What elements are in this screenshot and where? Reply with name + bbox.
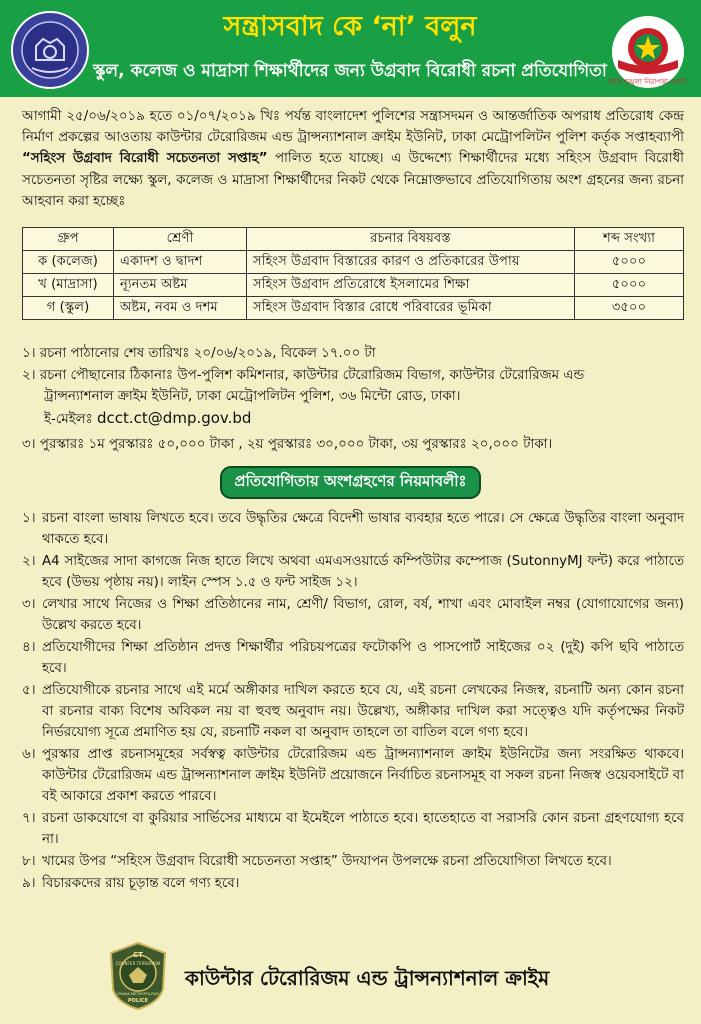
rule-number: ৯। <box>22 876 36 891</box>
badge-ribbon-text: শান্তি শৃঙ্খলা নিরাপত্তা প্রগতি <box>608 78 688 86</box>
col-header-words: শব্দ সংখ্যা <box>575 228 684 251</box>
list-item <box>22 594 684 636</box>
cell-group: খ (মাদ্রাসা) <box>23 274 114 297</box>
list-item <box>22 744 684 807</box>
cell-class: অষ্টম, নবম ও দশম <box>114 297 247 320</box>
footer-org-name: কাউন্টার টেরোরিজম এন্ড ট্রান্সন্যাশনাল ক্রাইম <box>185 966 550 990</box>
table-row <box>23 251 684 274</box>
police-emblem-icon <box>10 10 90 90</box>
rule-text: প্রতিযোগীদের শিক্ষা প্রতিষ্ঠান প্রদত্ত শিক্ষার্থীর পরিচয়পত্রের ফটোকপি ও পাসপোর্ট সাইজের ০২ (দুই) কপি ছবি পাঠাতে হবে। <box>42 640 684 676</box>
list-item <box>22 637 684 679</box>
police-badge-icon <box>608 14 688 94</box>
table-header-row <box>23 228 684 251</box>
header-title: সন্ত্রাসবাদ কে ‘না’ বলুন <box>223 11 477 42</box>
col-header-class: শ্রেণী <box>114 228 247 251</box>
rule-text: পুরস্কার প্রাপ্ত রচনাসমূহের সর্বস্বত্ব কাউন্টার টেরোরিজম এন্ড ট্রান্সন্যাশনাল ক্রাইম ইউনিটের জন্য সংরক্ষিত থাকবে। কাউন্টার টেরোরিজম এন্ড ট্রান্সন্যাশনাল ক্রাইম ইউনিট প্রয়োজনে নির্বাচিত রচনাসমূহ বা সকল রচনা নিজস্ব ওয়েবসাইটে বা বই আকারে প্রকাশ করতে পারবে। <box>42 747 684 804</box>
badge-top-text: CT <box>133 951 143 959</box>
rule-text: রচনা ডাকযোগে বা কুরিয়ার সার্ভিসের মাধ্যমে বা ইমেইলে পাঠাতে হবে। হাতেহাতে বা সরাসরি কোন রচনা গ্রহণযোগ্য হবে না। <box>42 811 684 847</box>
list-item <box>22 873 684 894</box>
list-item <box>22 508 684 550</box>
cell-class: একাদশ ও দ্বাদশ <box>114 251 247 274</box>
rule-number: ৪। <box>22 640 36 655</box>
cell-words: ৫০০০ <box>575 251 684 274</box>
rule-number: ৮। <box>22 854 36 869</box>
table-row <box>23 297 684 320</box>
rules-title: প্রতিযোগিতায় অংশগ্রহণের নিয়মাবলীঃ <box>220 466 480 499</box>
rule-text: A4 সাইজের সাদা কাগজে নিজ হাতে লিখে অথবা এমএসওয়ার্ডে কম্পিউটার কম্পোজ (SutonnyMJ ফন্ট) করে পাঠাতে হবে (উভয় পৃষ্ঠায় নয়)। লাইন স্পেস ১.৫ ও ফন্ট সাইজ ১২। <box>42 554 684 590</box>
badge-bottom-text: DHAKA METROPOLITAN <box>117 992 159 996</box>
address-line-cont: ট্রান্সন্যাশনাল ক্রাইম ইউনিট, ঢাকা মেট্রোপলিটন পুলিশ, ৩৬ মিন্টো রোড, ঢাকা। <box>44 389 461 404</box>
list-item <box>22 808 684 850</box>
header-subtitle: স্কুল, কলেজ ও মাদ্রাসা শিক্ষার্থীদের জন্য উগ্রবাদ বিরোধী রচনা প্রতিযোগিতা <box>93 61 607 81</box>
cell-class: ন্যূনতম অষ্টম <box>114 274 247 297</box>
intro-paragraph <box>22 106 684 212</box>
list-item <box>22 851 684 872</box>
rule-text: রচনা বাংলা ভাষায় লিখতে হবে। তবে উদ্ধৃতির ক্ষেত্রে বিদেশী ভাষার ব্যবহার হতে পারে। সে ক্ষেত্রে উদ্ধৃতির বাংলা অনুবাদ থাকতে হবে। <box>42 511 684 547</box>
counter-terrorism-badge-icon <box>107 941 169 1011</box>
badge-ring-text: COUNTER TERRORISM <box>115 961 161 966</box>
cell-group: ক (কলেজ) <box>23 251 114 274</box>
rules-list <box>22 508 684 895</box>
submission-info <box>22 343 684 456</box>
rule-text: বিচারকদের রায় চূড়ান্ত বলে গণ্য হবে। <box>42 876 240 891</box>
cell-words: ৩৫০০ <box>575 297 684 320</box>
rule-text: প্রতিযোগীকে রচনার সাথে এই মর্মে অঙ্গীকার দাখিল করতে হবে যে, এই রচনা লেখকের নিজস্ব, রচনাটি অন্য কোন রচনা বা রচনার বাক্য বিশেষ অবিকল নয় বা হুবহু অনুবাদ নয়। উল্লেখ্য, অঙ্গীকার দাখিল করা সত্ত্বেও যদি কর্তৃপক্ষের নিকট নির্ভরযোগ্য সূত্রে প্রমাণিত হয় যে, রচনাটি নকল বা অনুবাদ তাহলে তা বাতিল বলে গণ্য হবে। <box>42 683 684 740</box>
email-label: ই-মেইলঃ <box>44 411 93 427</box>
deadline-line: ১। রচনা পাঠানোর শেষ তারিখঃ ২০/০৬/২০১৯, বিকেল ১৭.০০ টা <box>22 346 376 361</box>
intro-text-end: পালিত হতে যাচ্ছে। এ উদ্দেশ্যে শিক্ষার্থীদের মধ্যে সহিংস উগ্রবাদ বিরোধী সচেতনতা সৃষ্টির লক্ষ্যে স্কুল, কলেজ ও মাদ্রাসা শিক্ষার্থীদের নিকট থেকে নিম্নোক্তভাবে প্রতিযোগিতায় অংশ গ্রহনের জন্য রচনা আহবান করা হচ্ছেঃ <box>22 151 684 209</box>
intro-text-start: আগামী ২৫/০৬/২০১৯ হতে ০১/০৭/২০১৯ খিঃ পর্যন্ত বাংলাদেশ পুলিশের সন্ত্রাসদমন ও আন্তর্জাতিক অপরাধ প্রতিরোধ কেন্দ্র নির্মাণ প্রকল্পের আওতায় কাউন্টার টেরোরিজম এন্ড ট্রান্সন্যাশনাল ক্রাইম ইউনিট, ঢাকা মেট্রোপলিটন পুলিশ কর্তৃক সপ্তাহব্যাপী <box>22 109 684 146</box>
rule-number: ৭। <box>22 811 36 826</box>
list-item <box>22 680 684 743</box>
rule-number: ২। <box>22 554 36 569</box>
col-header-group: গ্রুপ <box>23 228 114 251</box>
cell-topic: সহিংস উগ্রবাদ বিস্তারের কারণ ও প্রতিকারের উপায় <box>247 251 575 274</box>
address-line: ২। রচনা পৌছানোর ঠিকানাঃ উপ-পুলিশ কমিশনার, কাউন্টার টেরোরিজম বিভাগ, কাউন্টার টেরোরিজম এন্ড <box>22 367 585 383</box>
prizes-line: ৩। পুরস্কারঃ ১ম পুরস্কারঃ ৫০,০০০ টাকা , ২য় পুরস্কারঃ ৩০,০০০ টাকা, ৩য় পুরস্কারঃ ২০,০০০ টাকা। <box>22 437 553 452</box>
rule-text: লেখার সাথে নিজের ও শিক্ষা প্রতিষ্ঠানের নাম, শ্রেণী/ বিভাগ, রোল, বর্ষ, শাখা এবং মোবাইল নম্বর (যোগাযোগের জন্য) উল্লেখ করতে হবে। <box>42 597 684 633</box>
email-line <box>22 408 684 431</box>
email-link[interactable]: dcct.ct@dmp.gov.bd <box>97 408 252 427</box>
rule-number: ১। <box>22 511 36 526</box>
col-header-topic: রচনার বিষয়বস্ত <box>247 228 575 251</box>
intro-bold-phrase: “সহিংস উগ্রবাদ বিরোধী সচেতনতা সপ্তাহ” <box>22 151 268 167</box>
rule-text: খামের উপর “সহিংস উগ্রবাদ বিরোধী সচেতনতা সপ্তাহ” উদযাপন উপলক্ষে রচনা প্রতিযোগিতা লিখতে হবে। <box>42 854 612 869</box>
rule-number: ৬। <box>22 747 36 762</box>
rule-number: ৫। <box>22 683 36 698</box>
cell-topic: সহিংস উগ্রবাদ প্রতিরোধে ইসলামের শিক্ষা <box>247 274 575 297</box>
cell-words: ৫০০০ <box>575 274 684 297</box>
cell-group: গ (স্কুল) <box>23 297 114 320</box>
rule-number: ৩। <box>22 597 36 612</box>
badge-police-text: POLICE <box>127 998 149 1004</box>
list-item <box>22 551 684 593</box>
table-row <box>23 274 684 297</box>
header-banner <box>0 0 701 97</box>
rules-title-wrap <box>0 466 701 499</box>
essay-groups-table <box>22 227 684 320</box>
cell-topic: সহিংস উগ্রবাদ বিস্তার রোধে পরিবারের ভূমিকা <box>247 297 575 320</box>
